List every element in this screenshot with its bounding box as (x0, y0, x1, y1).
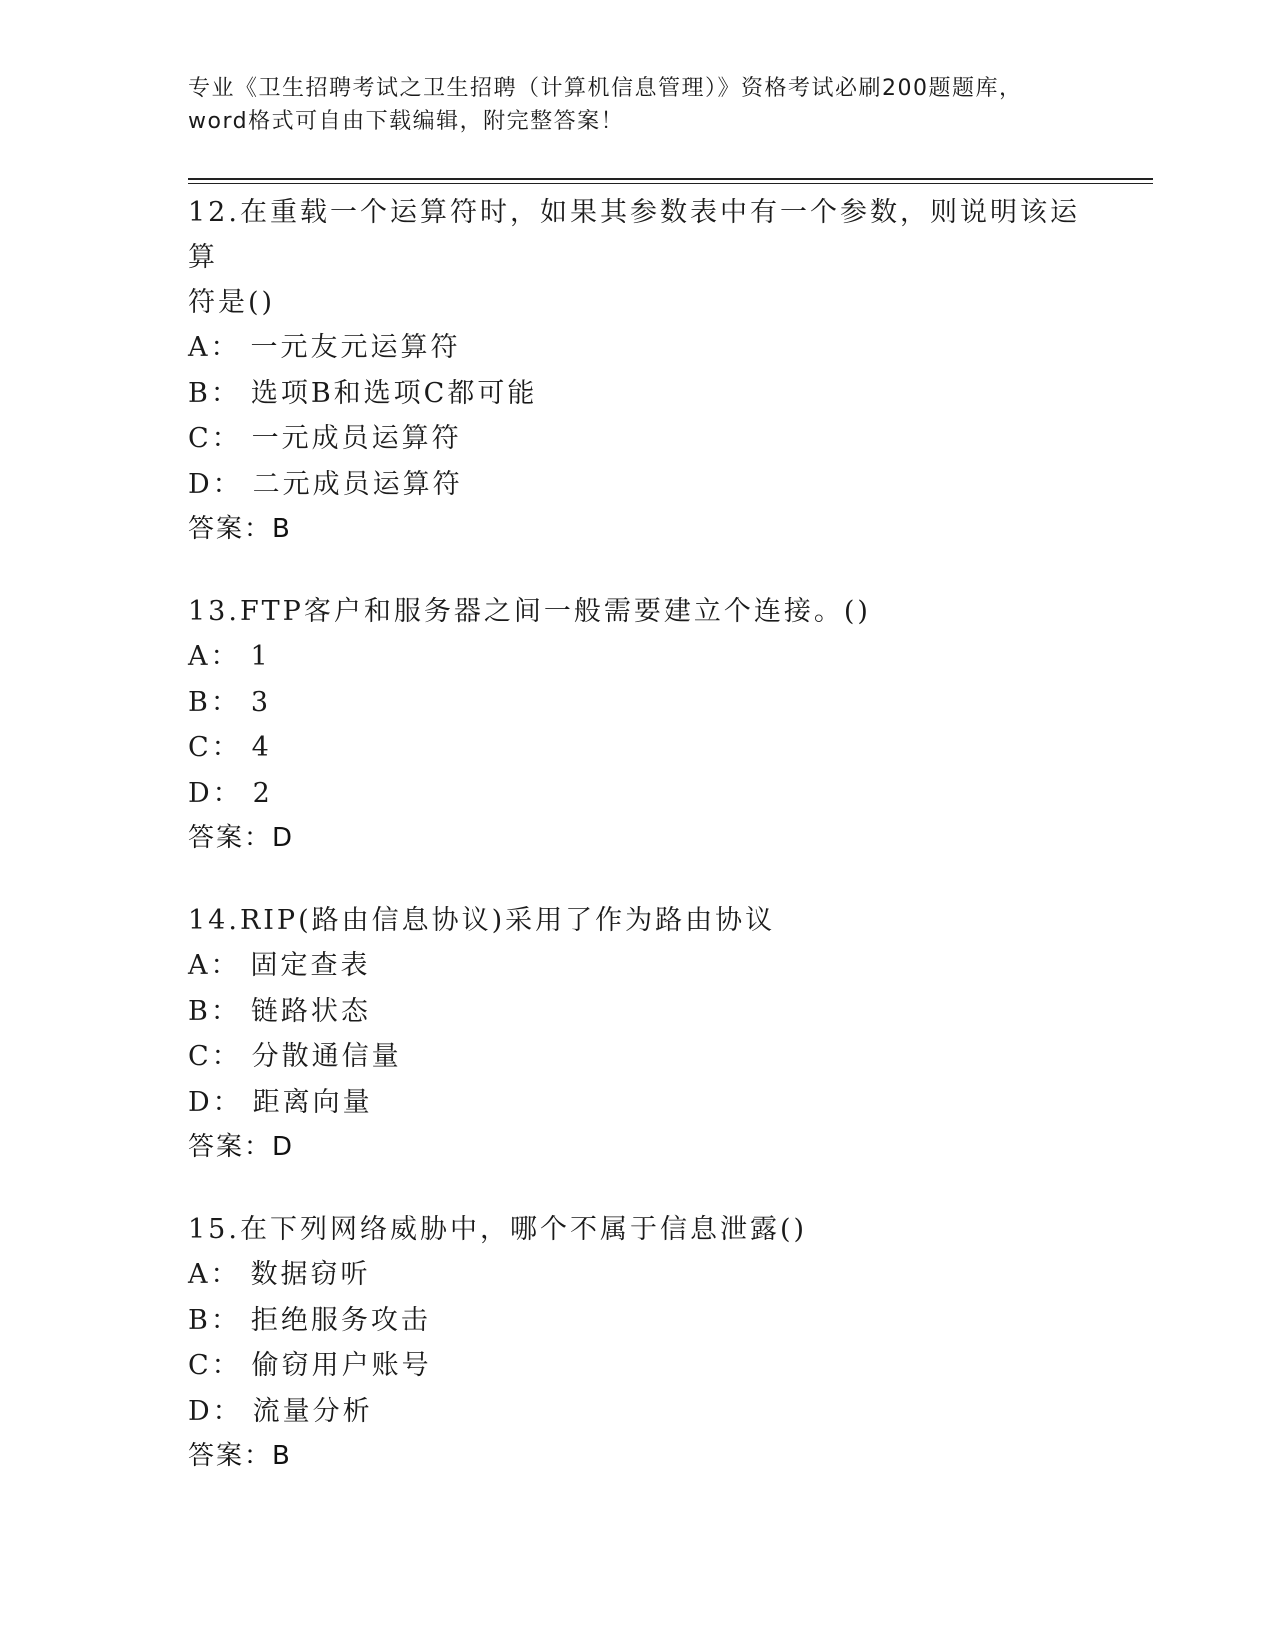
question-list (188, 190, 1088, 1516)
option-text: 2 (252, 777, 273, 809)
option-separator: ： (210, 995, 241, 1027)
option-letter: B (188, 995, 211, 1027)
header-divider-thick (188, 178, 1153, 180)
option-text: 距离向量 (252, 1086, 373, 1118)
option-b (188, 1298, 1088, 1344)
option-separator: ： (210, 1304, 241, 1336)
option-letter: A (188, 950, 211, 981)
option-separator: ： (212, 777, 243, 809)
answer-line: 答案：D (188, 1132, 295, 1162)
option-separator: ： (211, 732, 242, 763)
option-letter: B (188, 686, 211, 718)
header-line-1: 专业《卫生招聘考试之卫生招聘（计算机信息管理）》资格考试必刷200题题库， (188, 76, 1023, 101)
question-item (188, 1207, 1088, 1479)
option-text: 3 (250, 686, 272, 718)
answer-line: 答案：B (188, 1441, 292, 1471)
option-letter: D (188, 777, 213, 809)
option-letter: D (188, 468, 213, 500)
option-letter: A (188, 332, 211, 363)
option-text: 一元友元运算符 (250, 332, 461, 363)
option-b (188, 371, 1088, 417)
option-letter: C (188, 1350, 212, 1381)
option-d (188, 771, 1088, 817)
option-a (188, 943, 1088, 989)
option-separator: ： (212, 1086, 243, 1118)
option-letter: C (188, 423, 212, 454)
option-text: 分散通信量 (251, 1041, 402, 1072)
option-separator: ： (210, 686, 241, 718)
question-stem-continued: 符是() (188, 287, 276, 318)
answer-line: 答案：B (188, 514, 292, 544)
header-line-2: word格式可自由下载编辑，附完整答案！ (188, 109, 625, 134)
option-text: 二元成员运算符 (252, 468, 463, 500)
option-text: 拒绝服务攻击 (250, 1304, 431, 1336)
answer-line: 答案：D (188, 823, 295, 853)
question-item (188, 898, 1088, 1170)
option-letter: D (188, 1086, 213, 1118)
option-separator: ： (210, 950, 241, 981)
option-b (188, 680, 1088, 726)
question-item (188, 190, 1088, 552)
question-stem: 12.在重载一个运算符时，如果其参数表中有一个参数，则说明该运算 (188, 197, 1080, 273)
option-letter: D (188, 1395, 213, 1427)
option-text: 链路状态 (250, 995, 371, 1027)
option-separator: ： (211, 1350, 242, 1381)
option-text: 1 (250, 641, 271, 672)
option-separator: ： (210, 641, 241, 672)
option-letter: C (188, 1041, 212, 1072)
option-d (188, 462, 1088, 508)
option-text: 选项B和选项C都可能 (250, 377, 538, 409)
option-c (188, 1343, 1088, 1389)
option-d (188, 1389, 1088, 1435)
question-stem: 13.FTP客户和服务器之间一般需要建立个连接。() (188, 596, 871, 627)
option-c (188, 725, 1088, 771)
option-letter: A (188, 641, 211, 672)
option-separator: ： (212, 468, 243, 500)
option-d (188, 1080, 1088, 1126)
option-text: 流量分析 (252, 1395, 373, 1427)
option-a (188, 325, 1088, 371)
question-stem: 14.RIP(路由信息协议)采用了作为路由协议 (188, 905, 776, 936)
option-c (188, 1034, 1088, 1080)
option-text: 数据窃听 (250, 1259, 371, 1290)
option-separator: ： (210, 377, 241, 409)
option-separator: ： (210, 332, 241, 363)
option-c (188, 416, 1088, 462)
question-stem: 15.在下列网络威胁中，哪个不属于信息泄露() (188, 1214, 808, 1245)
option-separator: ： (210, 1259, 241, 1290)
option-separator: ： (212, 1395, 243, 1427)
option-separator: ： (211, 1041, 242, 1072)
option-letter: A (188, 1259, 211, 1290)
option-text: 偷窃用户账号 (251, 1350, 432, 1381)
option-letter: C (188, 732, 212, 763)
option-text: 固定查表 (250, 950, 371, 981)
option-letter: B (188, 377, 211, 409)
option-letter: B (188, 1304, 211, 1336)
question-item (188, 589, 1088, 861)
option-separator: ： (211, 423, 242, 454)
option-text: 一元成员运算符 (251, 423, 462, 454)
document-header (188, 72, 1088, 138)
option-a (188, 634, 1088, 680)
option-text: 4 (251, 732, 272, 763)
header-divider-thin (188, 183, 1153, 184)
option-a (188, 1252, 1088, 1298)
option-b (188, 989, 1088, 1035)
